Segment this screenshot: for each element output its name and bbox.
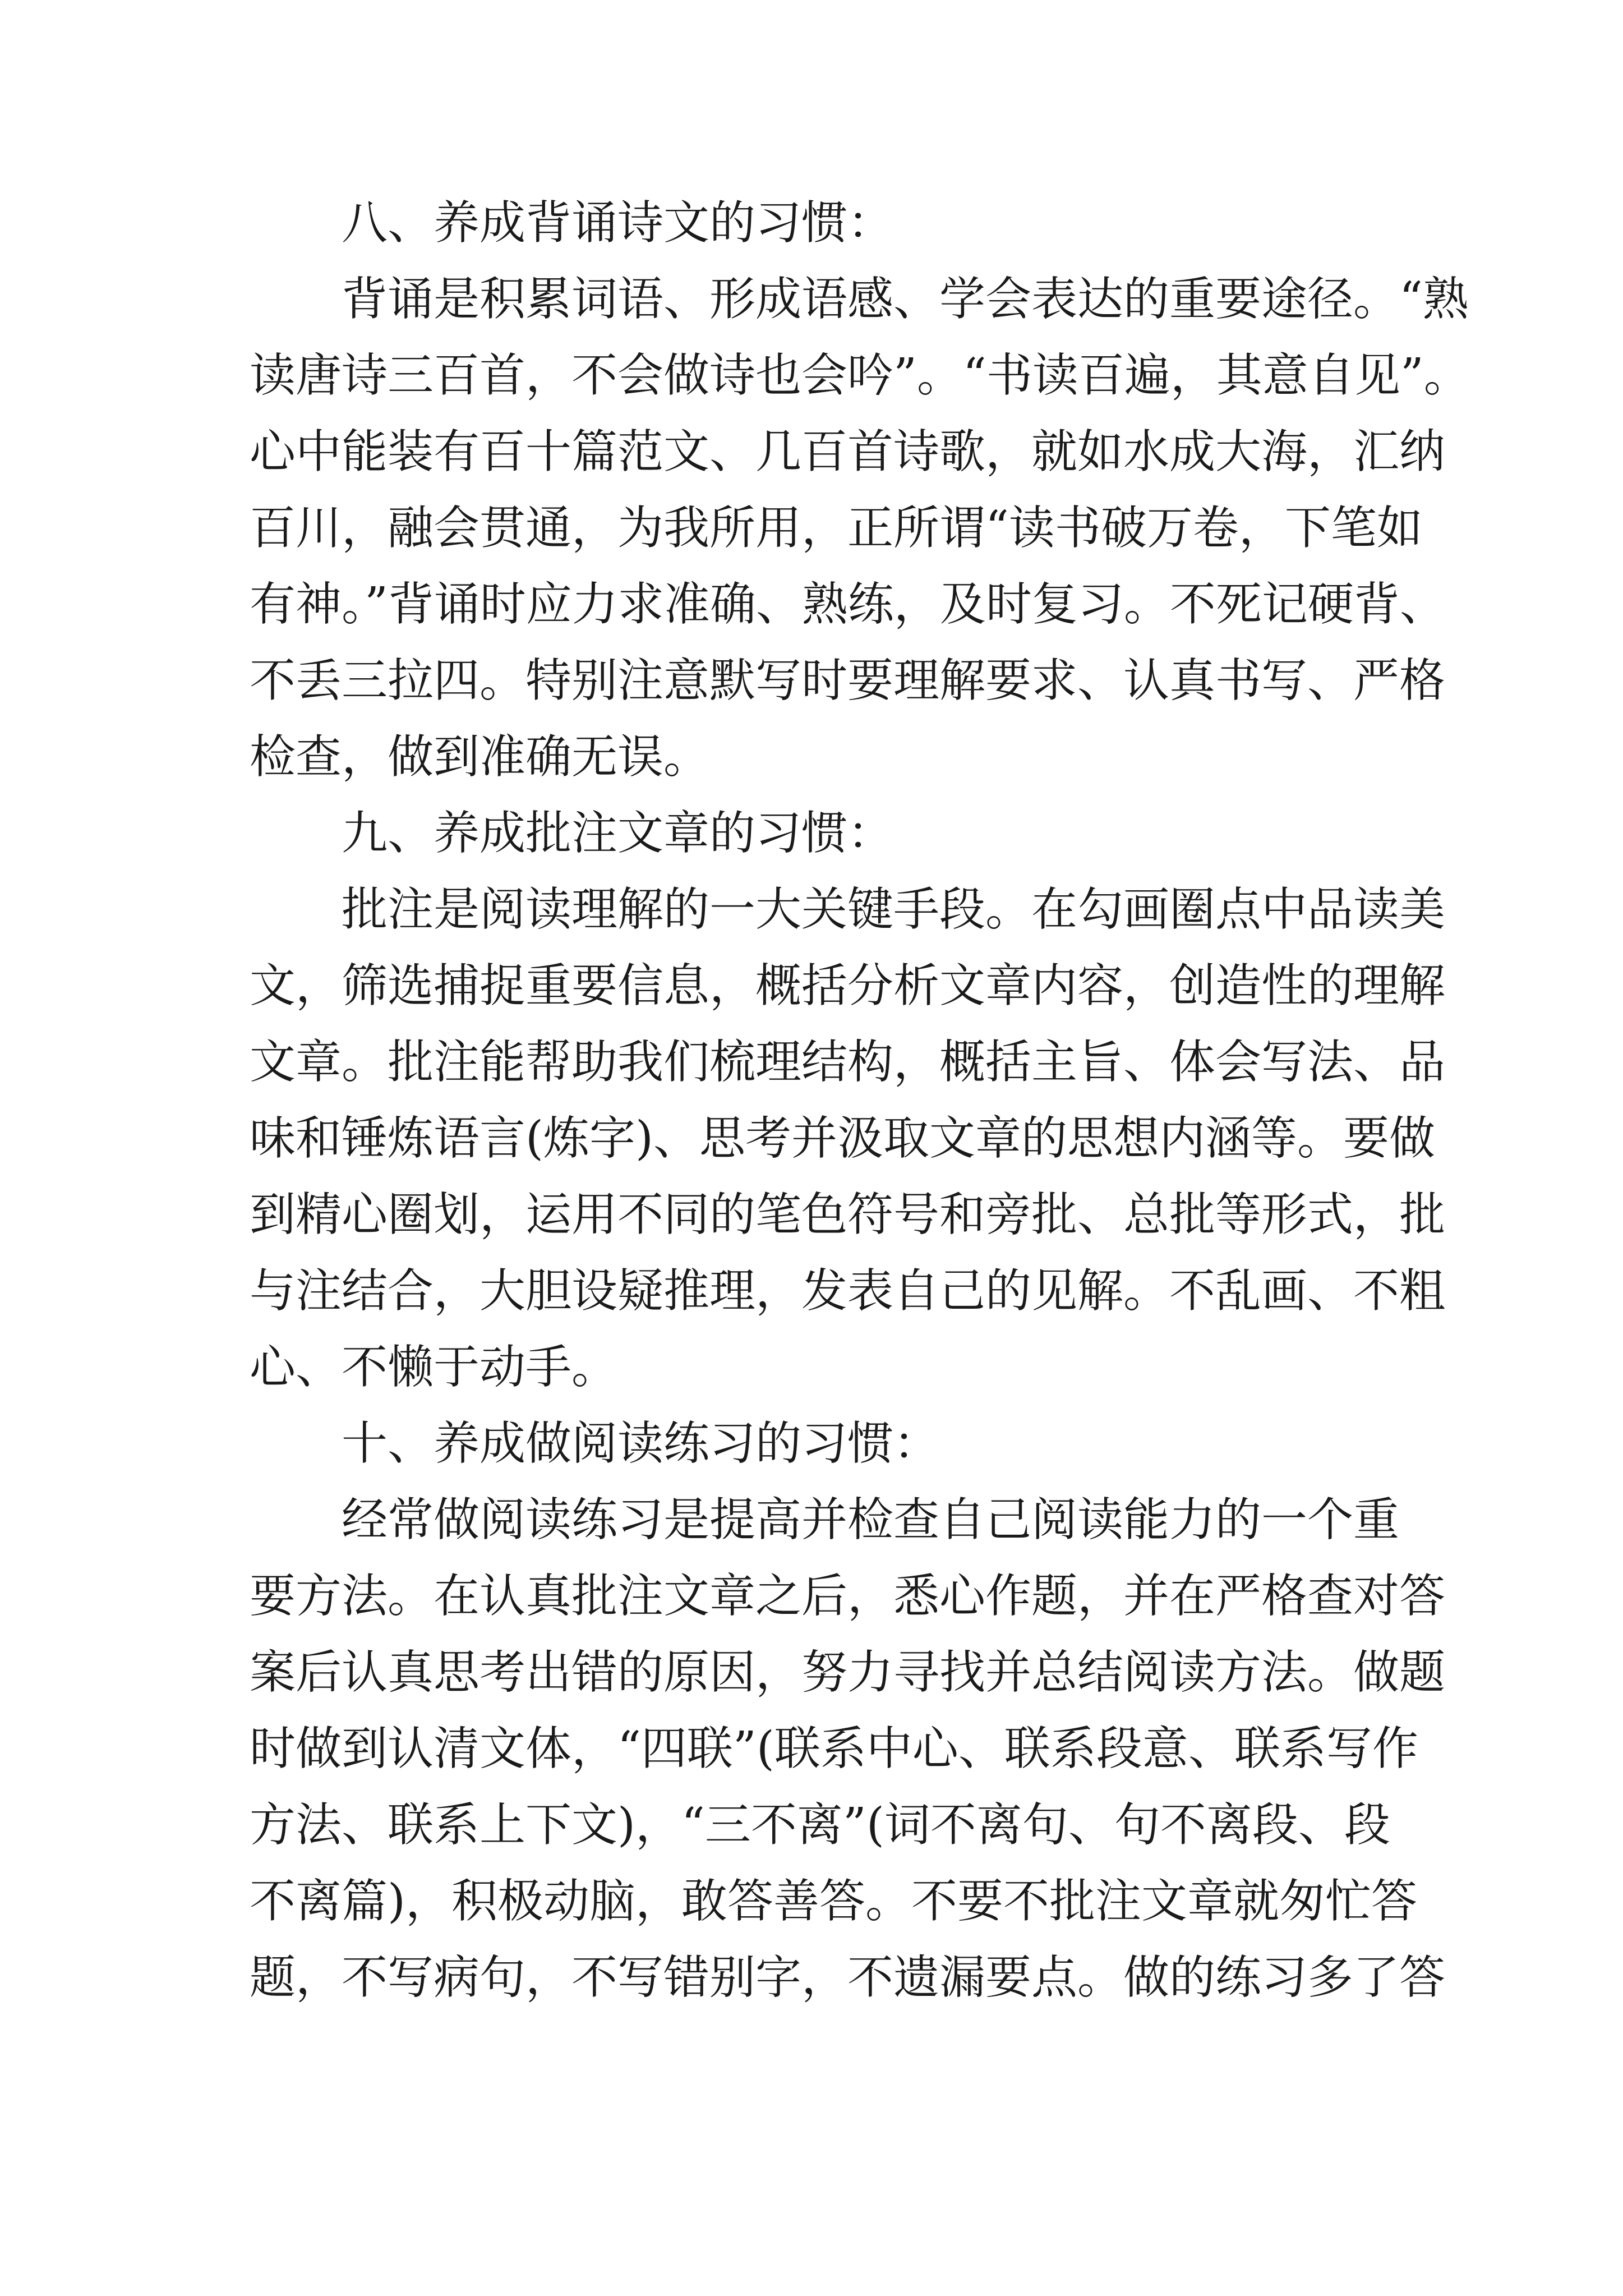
paragraph-line: 检查，做到准确无误。 xyxy=(250,730,710,784)
paragraph-line: 与注结合，大胆设疑推理，发表自己的见解。不乱画、不粗 xyxy=(250,1264,1446,1318)
paragraph-line: 批注是阅读理解的一大关键手段。在勾画圈点中品读美 xyxy=(342,883,1446,936)
paragraph-line: 有神。”背诵时应力求准确、熟练，及时复习。不死记硬背、 xyxy=(250,578,1446,631)
paragraph-line: 案后认真思考出错的原因，努力寻找并总结阅读方法。做题 xyxy=(250,1646,1446,1699)
paragraph-line: 味和锤炼语言(炼字)、思考并汲取文章的思想内涵等。要做 xyxy=(250,1112,1435,1165)
paragraph-line: 心、不懒于动手。 xyxy=(250,1341,618,1394)
paragraph-line: 方法、联系上下文)，“三不离”(词不离句、句不离段、段 xyxy=(250,1798,1390,1852)
document-body xyxy=(250,185,1470,2016)
section-heading-10: 十、养成做阅读练习的习惯： xyxy=(342,1417,940,1470)
paragraph-line: 百川，融会贯通，为我所用，正所谓“读书破万卷，下笔如 xyxy=(250,501,1423,555)
section-heading-9: 九、养成批注文章的习惯： xyxy=(342,807,894,860)
paragraph-line: 到精心圈划，运用不同的笔色符号和旁批、总批等形式，批 xyxy=(250,1188,1446,1241)
paragraph-line: 心中能装有百十篇范文、几百首诗歌，就如水成大海，汇纳 xyxy=(250,425,1446,478)
paragraph-line: 读唐诗三百首，不会做诗也会吟”。“书读百遍，其意自见”。 xyxy=(250,349,1470,402)
paragraph-line: 要方法。在认真批注文章之后，悉心作题，并在严格查对答 xyxy=(250,1570,1446,1623)
paragraph-line: 文，筛选捕捉重要信息，概括分析文章内容，创造性的理解 xyxy=(250,959,1446,1013)
section-heading-8: 八、养成背诵诗文的习惯： xyxy=(342,196,894,250)
paragraph-line: 不丢三拉四。特别注意默写时要理解要求、认真书写、严格 xyxy=(250,654,1446,707)
paragraph-line: 文章。批注能帮助我们梳理结构，概括主旨、体会写法、品 xyxy=(250,1036,1446,1089)
paragraph-line: 经常做阅读练习是提高并检查自己阅读能力的一个重 xyxy=(342,1493,1400,1547)
paragraph-line: 不离篇)，积极动脑，敢答善答。不要不批注文章就匆忙答 xyxy=(250,1875,1417,1928)
paragraph-line: 题，不写病句，不写错别字，不遗漏要点。做的练习多了答 xyxy=(250,1951,1446,2004)
paragraph-line: 背诵是积累词语、形成语感、学会表达的重要途径。“熟 xyxy=(342,273,1469,326)
paragraph-line: 时做到认清文体，“四联”(联系中心、联系段意、联系写作 xyxy=(250,1722,1418,1775)
